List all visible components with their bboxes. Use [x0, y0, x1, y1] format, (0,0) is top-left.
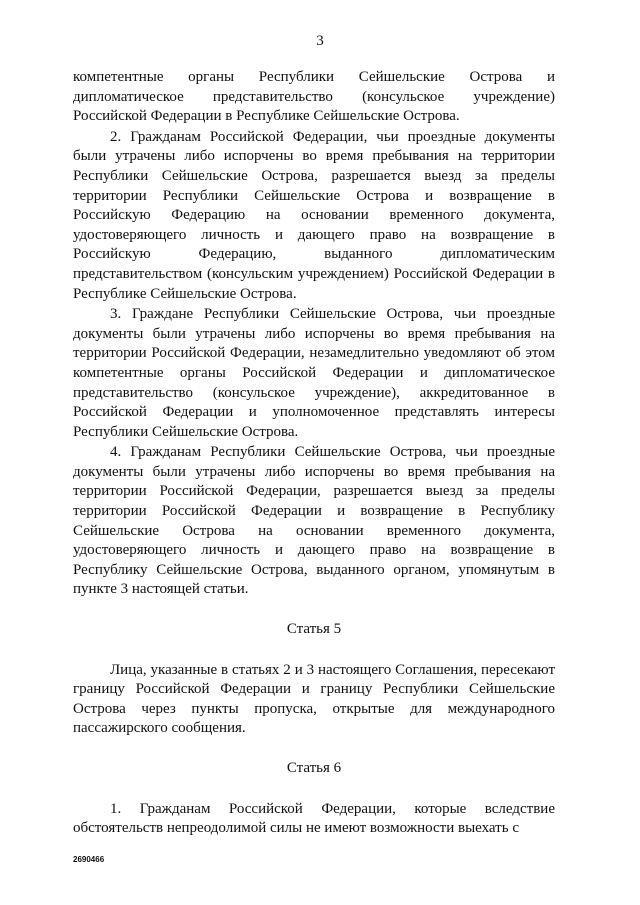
- article-5-text: Лица, указанные в статьях 2 и 3 настоящего Соглашения, пересекают границу Российской Федерации и границу Республики Сейшельские Острова через пункты пропуска, открытые для международного пассажирского сообщения.: [73, 661, 555, 737]
- article-6-text: 1. Гражданам Российской Федерации, которые вследствие обстоятельств непреодолимой силы не имеют возможности выехать с: [73, 800, 555, 837]
- page-number: 3: [316, 33, 324, 49]
- paragraph-item-3: 3. Граждане Республики Сейшельские Острова, чьи проездные документы были утрачены либо испорчены во время пребывания на территории Российской Федерации, незамедлительно уведомляют об этом компетентные органы Российской Федерации и дипломатическое представительство (консульское учреждение), аккредитованное в Российской Федерации и уполномоченное представлять интересы Республики Сейшельские Острова.: [73, 306, 555, 440]
- paragraph-item-2: 2. Гражданам Российской Федерации, чьи проездные документы были утрачены либо испорчены во время пребывания на территории Республики Сейшельские Острова, разрешается выезд за пределы территории Республики Сейшельские Острова и возвращение в Российскую Федерацию на основании временного документа, удостоверяющего личность и дающего право на возвращение в Российскую Федерацию, выданного дипломатическим представительством (консульским учреждением) Российской Федерации в Республике Сейшельские Острова.: [73, 128, 555, 302]
- document-code: 2690466: [73, 855, 105, 864]
- document-body: [73, 68, 555, 840]
- article-6-heading: Статья 6: [286, 760, 342, 776]
- article-5-heading: Статья 5: [286, 621, 342, 638]
- paragraph-continuation: компетентные органы Республики Сейшельские Острова и дипломатическое представительство (консульское учреждение) Российской Федерации в Республике Сейшельские Острова.: [73, 69, 555, 125]
- paragraph-item-4: 4. Гражданам Республики Сейшельские Острова, чьи проездные документы были утрачены либо испорчены во время пребывания на территории Российской Федерации, разрешается выезд за пределы территории Российской Федерации и возвращение в Республику Сейшельские Острова на основании временного документа, удостоверяющего личность и дающего право на возвращение в Республику Сейшельские Острова, выданного органом, упомянутым в пункте 3 настоящей статьи.: [73, 444, 555, 598]
